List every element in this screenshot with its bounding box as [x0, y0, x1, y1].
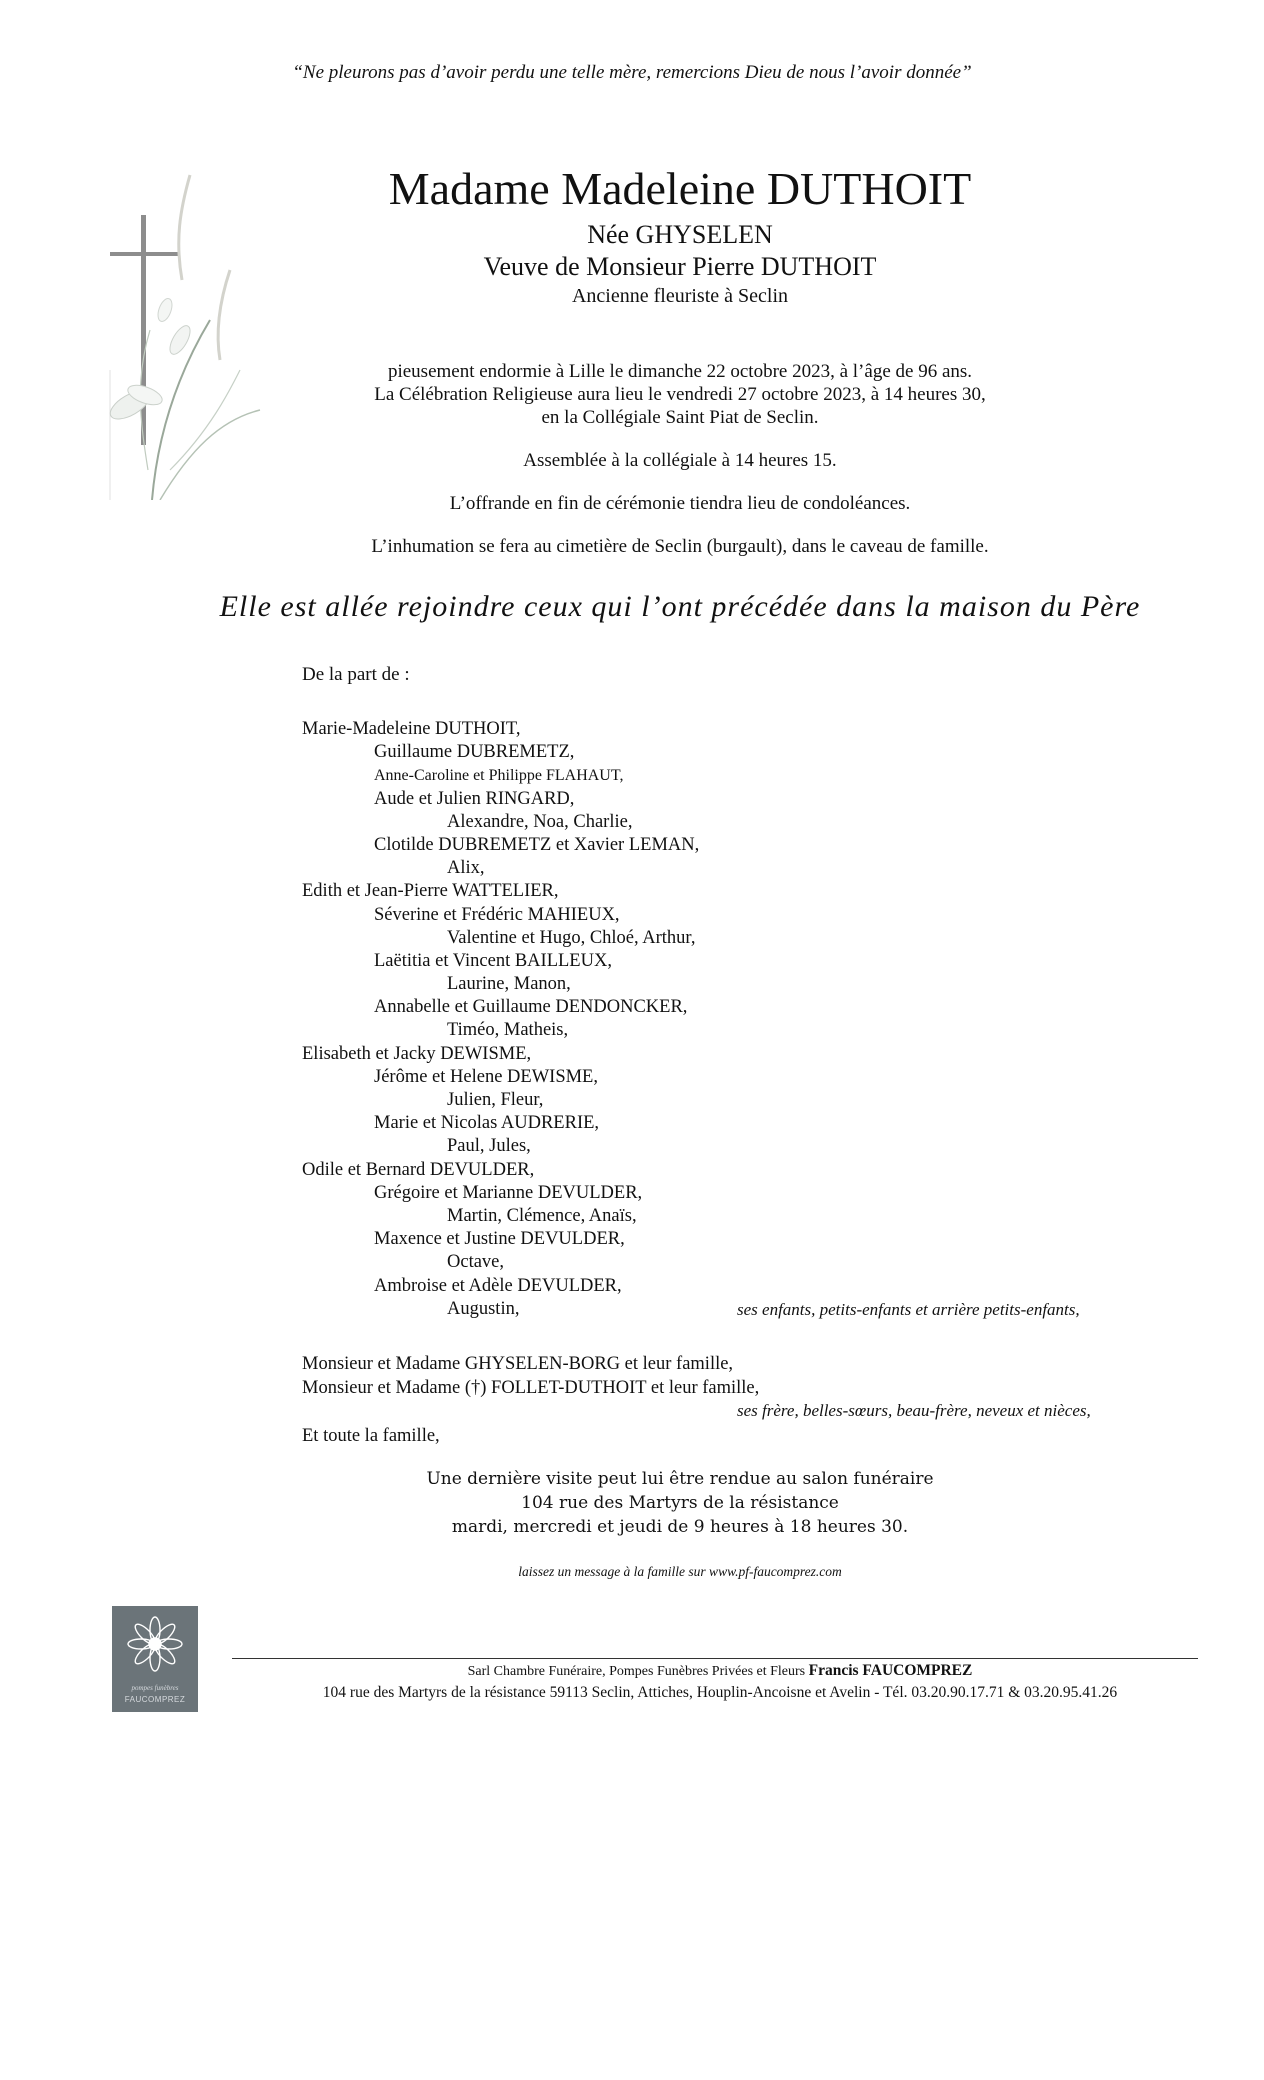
list-item: Laëtitia et Vincent BAILLEUX, — [374, 950, 612, 971]
website-message: laissez un message à la famille sur www.pf-faucomprez.com — [518, 1564, 842, 1579]
whole-family: Et toute la famille, — [302, 1426, 440, 1446]
list-item: Séverine et Frédéric MAHIEUX, — [374, 904, 620, 925]
list-item: Marie-Madeleine DUTHOIT, — [302, 719, 521, 739]
profession: Ancienne fleuriste à Seclin — [571, 285, 789, 307]
logo-text: pompes funèbres — [131, 1684, 179, 1692]
visit-line: mardi, mercredi et jeudi de 9 heures à 18 heures 30. — [451, 1517, 909, 1537]
deceased-name: Madame Madeleine DUTHOIT — [388, 163, 972, 214]
list-item: Guillaume DUBREMETZ, — [374, 742, 575, 763]
footer-company-name: Francis FAUCOMPREZ — [808, 1662, 973, 1679]
list-item: Monsieur et Madame (†) FOLLET-DUTHOIT et leur famille, — [302, 1377, 760, 1398]
from-label: De la part de : — [302, 664, 410, 685]
list-item: Grégoire et Marianne DEVULDER, — [374, 1182, 643, 1203]
list-item: Ambroise et Adèle DEVULDER, — [374, 1275, 622, 1296]
list-item: Maxence et Justine DEVULDER, — [374, 1229, 625, 1250]
verse: Elle est allée rejoindre ceux qui l’ont précédée dans la maison du Père — [219, 590, 1141, 623]
list-item: Marie et Nicolas AUDRERIE, — [374, 1113, 600, 1134]
widow-of: Veuve de Monsieur Pierre DUTHOIT — [483, 252, 877, 281]
family-list — [302, 718, 1202, 1321]
footer-address: 104 rue des Martyrs de la résistance 59113 Seclin, Attiches, Houplin-Ancoisne et Avelin - Tél. 03.20.90.17.71 & 03.20.95.41.26 — [322, 1684, 1118, 1701]
list-item: Clotilde DUBREMETZ et Xavier LEMAN, — [374, 834, 700, 855]
flower-logo-icon — [112, 1606, 198, 1686]
maiden-name: Née GHYSELEN — [587, 220, 773, 249]
list-item: Laurine, Manon, — [447, 974, 571, 995]
announcement-line: en la Collégiale Saint Piat de Seclin. — [541, 407, 819, 428]
list-item — [302, 1298, 1202, 1321]
funeral-home-logo — [112, 1606, 198, 1712]
visit-line: Une dernière visite peut lui être rendue au salon funéraire — [426, 1469, 934, 1489]
list-item: Aude et Julien RINGARD, — [374, 788, 575, 809]
list-item: Monsieur et Madame GHYSELEN-BORG et leur famille, — [302, 1354, 734, 1374]
list-item: Octave, — [447, 1252, 505, 1273]
list-item: Anne-Caroline et Philippe FLAHAUT, — [374, 767, 624, 785]
list-item: Paul, Jules, — [447, 1136, 531, 1157]
list-item: Alix, — [447, 858, 485, 879]
list-item: Julien, Fleur, — [447, 1090, 544, 1110]
family-relation: ses enfants, petits-enfants et arrière petits-enfants, — [737, 1299, 1080, 1319]
list-item: Martin, Clémence, Anaïs, — [447, 1205, 637, 1226]
list-item: Valentine et Hugo, Chloé, Arthur, — [447, 927, 696, 948]
announcement-line: La Célébration Religieuse aura lieu le vendredi 27 octobre 2023, à 14 heures 30, — [374, 384, 986, 405]
list-item-text: Augustin, — [447, 1298, 520, 1319]
announcement-line: L’offrande en fin de cérémonie tiendra lieu de condoléances. — [449, 493, 911, 514]
visit-line: 104 rue des Martyrs de la résistance — [521, 1493, 839, 1513]
footer-divider — [232, 1658, 1198, 1659]
relatives-relation: ses frère, belles-sœurs, beau-frère, neveux et nièces, — [737, 1401, 1091, 1420]
announcement-line: pieusement endormie à Lille le dimanche 22 octobre 2023, à l’âge de 96 ans. — [387, 361, 973, 382]
list-item: Elisabeth et Jacky DEWISME, — [302, 1043, 532, 1064]
list-item: Odile et Bernard DEVULDER, — [302, 1159, 535, 1180]
announcement-line: L’inhumation se fera au cimetière de Seclin (burgault), dans le caveau de famille. — [371, 536, 989, 557]
opening-quote: “Ne pleurons pas d’avoir perdu une telle mère, remercions Dieu de nous l’avoir donnée” — [292, 62, 972, 83]
footer-company — [200, 1662, 1240, 1680]
footer-company-prefix: Sarl Chambre Funéraire, Pompes Funèbres Privées et Fleurs — [467, 1664, 806, 1679]
list-item: Annabelle et Guillaume DENDONCKER, — [374, 997, 688, 1018]
logo-text: FAUCOMPREZ — [124, 1695, 186, 1704]
list-item: Timéo, Matheis, — [447, 1020, 569, 1041]
announcement-line: Assemblée à la collégiale à 14 heures 15. — [523, 450, 837, 471]
relatives-list — [302, 1353, 759, 1400]
list-item: Jérôme et Helene DEWISME, — [374, 1066, 598, 1087]
list-item: Edith et Jean-Pierre WATTELIER, — [302, 881, 559, 902]
list-item: Alexandre, Noa, Charlie, — [447, 811, 633, 832]
